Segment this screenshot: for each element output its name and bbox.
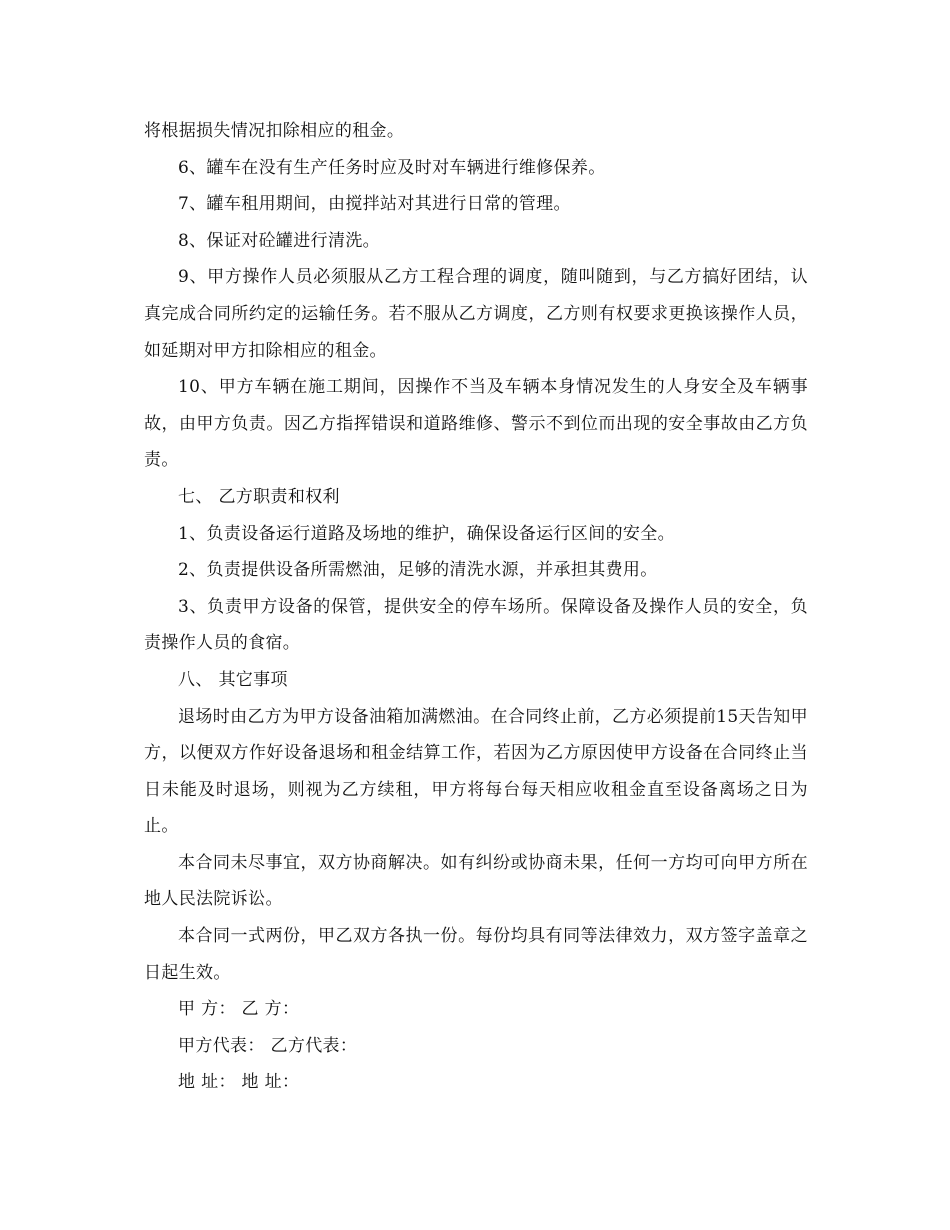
- section-heading-8: 八、 其它事项: [178, 669, 288, 690]
- paragraph-item-9: 9、甲方操作人员必须服从乙方工程合理的调度，随叫随到，与乙方搞好团结，认真完成合同所约定的运输任务。若不服从乙方调度，乙方则有权要求更换该操作人员，如延期对甲方扣除相应的租金。: [144, 267, 808, 361]
- paragraph-item-7: 7、罐车租用期间，由搅拌站对其进行日常的管理。: [178, 194, 571, 215]
- paragraph-item-8: 8、保证对砼罐进行清洗。: [178, 230, 381, 251]
- section-heading-7: 七、 乙方职责和权利: [178, 486, 340, 507]
- paragraph-duty-3: 3、负责甲方设备的保管，提供安全的停车场所。保障设备及操作人员的安全，负责操作人员的食宿。: [144, 596, 808, 654]
- paragraph-copies: 本合同一式两份，甲乙双方各执一份。每份均具有同等法律效力，双方签字盖章之日起生效。: [144, 926, 808, 983]
- signature-addresses: 地 址： 地 址：: [178, 1072, 300, 1093]
- signature-parties: 甲 方： 乙 方：: [178, 999, 300, 1020]
- document-body: [144, 113, 808, 1101]
- paragraph-rent-deduction: 将根据损失情况扣除相应的租金。: [144, 121, 405, 141]
- signature-representatives: 甲方代表： 乙方代表：: [178, 1035, 358, 1056]
- paragraph-item-6: 6、罐车在没有生产任务时应及时对车辆进行维修保养。: [178, 157, 606, 178]
- paragraph-item-10: 10、甲方车辆在施工期间，因操作不当及车辆本身情况发生的人身安全及车辆事故，由甲方负责。因乙方指挥错误和道路维修、警示不到位而出现的安全事故由乙方负责。: [144, 377, 808, 471]
- paragraph-disputes: 本合同未尽事宜，双方协商解决。如有纠纷或协商未果，任何一方均可向甲方所在地人民法院诉讼。: [144, 852, 808, 910]
- paragraph-duty-2: 2、负责提供设备所需燃油，足够的清洗水源，并承担其费用。: [178, 560, 658, 581]
- paragraph-exit-terms: 退场时由乙方为甲方设备油箱加满燃油。在合同终止前，乙方必须提前15天告知甲方，以便双方作好设备退场和租金结算工作，若因为乙方原因使甲方设备在合同终止当日未能及时退场，则视为乙方续租，甲方将每台每天相应收租金直至设备离场之日为止。: [144, 706, 808, 837]
- paragraph-duty-1: 1、负责设备运行道路及场地的维护，确保设备运行区间的安全。: [178, 523, 675, 544]
